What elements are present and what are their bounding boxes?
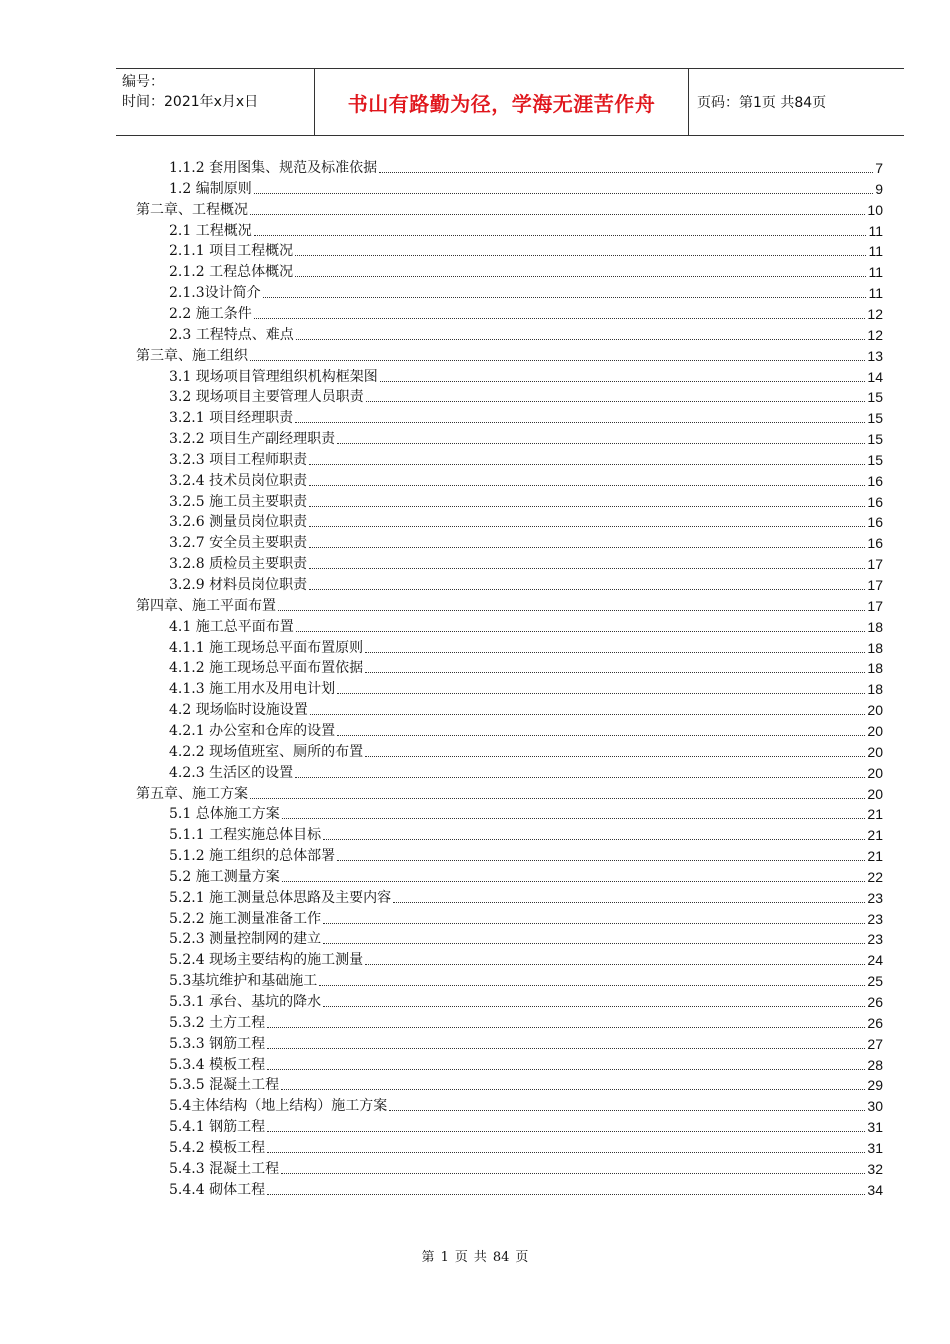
toc-entry-page: 23: [867, 910, 883, 927]
toc-entry-title: 1.2 编制原则: [169, 180, 252, 197]
toc-entry-page: 17: [867, 556, 883, 573]
toc-entry[interactable]: [169, 575, 883, 596]
toc-entry[interactable]: [169, 512, 883, 533]
toc-entry-page: 15: [867, 410, 883, 427]
toc-entry[interactable]: [169, 533, 883, 554]
toc-entry[interactable]: [169, 971, 883, 992]
toc-entry-title: 5.2.4 现场主要结构的施工测量: [169, 952, 364, 969]
toc-dot-leader: [296, 630, 866, 632]
toc-entry-page: 15: [867, 389, 883, 406]
toc-dot-leader: [323, 1005, 865, 1007]
toc-entry-page: 12: [867, 305, 883, 322]
toc-entry-title: 4.2.1 办公室和仓库的设置: [169, 722, 336, 739]
toc-entry[interactable]: [169, 679, 883, 700]
toc-dot-leader: [309, 463, 865, 465]
toc-entry[interactable]: [169, 1138, 883, 1159]
toc-dot-leader: [323, 922, 865, 924]
toc-entry-title: 3.1 现场项目管理组织机构框架图: [169, 368, 378, 385]
toc-dot-leader: [254, 192, 873, 194]
toc-entry-title: 3.2.2 项目生产副经理职责: [169, 431, 336, 448]
toc-entry-title: 1.1.2 套用图集、规范及标准依据: [169, 160, 378, 176]
toc-entry-title: 4.1 施工总平面布置: [169, 618, 294, 635]
toc-dot-leader: [295, 776, 865, 778]
toc-entry[interactable]: [169, 700, 883, 721]
toc-entry-page: 27: [867, 1035, 883, 1052]
toc-entry[interactable]: [169, 262, 883, 283]
toc-entry-page: 17: [867, 577, 883, 593]
toc-dot-leader: [337, 734, 865, 736]
toc-entry-title: 5.4.1 钢筋工程: [169, 1119, 266, 1136]
toc-entry-title: 4.2.3 生活区的设置: [169, 764, 294, 781]
toc-dot-leader: [254, 234, 867, 236]
toc-entry-page: 26: [867, 994, 883, 1010]
toc-entry[interactable]: [169, 158, 883, 179]
toc-entry[interactable]: [169, 1180, 883, 1201]
toc-entry-title: 5.3.5 混凝土工程: [169, 1077, 280, 1094]
toc-entry[interactable]: [169, 408, 883, 429]
toc-entry-page: 11: [868, 285, 883, 302]
toc-entry-title: 5.2 施工测量方案: [169, 868, 280, 885]
toc-entry[interactable]: [169, 221, 883, 242]
toc-entry-page: 16: [867, 535, 883, 552]
toc-dot-leader: [310, 713, 866, 715]
toc-entry-page: 32: [867, 1160, 883, 1177]
toc-entry[interactable]: [169, 471, 883, 492]
toc-entry-title: 第二章、工程概况: [136, 201, 248, 218]
toc-entry-title: 5.3.2 土方工程: [169, 1014, 266, 1031]
toc-entry-page: 29: [867, 1077, 883, 1094]
toc-dot-leader: [309, 505, 865, 507]
page-header: [116, 68, 904, 136]
toc-entry-page: 16: [867, 472, 883, 489]
header-motto: 书山有路勤为径，学海无涯苦作舟: [315, 69, 689, 135]
toc-dot-leader: [281, 1172, 865, 1174]
toc-entry[interactable]: [169, 617, 883, 638]
toc-entry-page: 18: [867, 681, 883, 698]
toc-dot-leader: [295, 421, 865, 423]
toc-dot-leader: [389, 1109, 865, 1111]
time-label: 时间：2021年x月x日: [122, 94, 259, 110]
toc-entry-title: 5.1.1 工程实施总体目标: [169, 827, 322, 844]
toc-entry[interactable]: [136, 784, 883, 805]
toc-dot-leader: [250, 359, 865, 361]
footer-current-page: 1: [440, 1250, 449, 1265]
toc-dot-leader: [282, 880, 866, 882]
toc-entry[interactable]: [169, 825, 883, 846]
toc-entry[interactable]: [169, 325, 883, 346]
toc-entry[interactable]: [169, 658, 883, 679]
toc-entry-title: 5.3.3 钢筋工程: [169, 1035, 266, 1052]
toc-entry-title: 5.2.3 测量控制网的建立: [169, 931, 322, 948]
toc-entry-page: 10: [867, 201, 883, 218]
toc-entry[interactable]: [169, 1117, 883, 1138]
toc-entry[interactable]: [136, 200, 883, 221]
toc-dot-leader: [337, 442, 865, 444]
toc-entry-page: 18: [867, 618, 883, 635]
toc-entry[interactable]: [169, 867, 883, 888]
toc-dot-leader: [267, 1068, 865, 1070]
toc-dot-leader: [267, 1130, 865, 1132]
toc-dot-leader: [263, 296, 867, 298]
toc-entry[interactable]: [169, 492, 883, 513]
toc-entry-page: 11: [868, 243, 883, 260]
toc-entry-title: 5.4主体结构（地上结构）施工方案: [169, 1098, 388, 1115]
toc-entry-title: 2.1.1 项目工程概况: [169, 243, 294, 260]
toc-dot-leader: [267, 1151, 865, 1153]
toc-dot-leader: [267, 1047, 865, 1049]
toc-dot-leader: [267, 1026, 865, 1028]
toc-entry-page: 16: [867, 493, 883, 510]
toc-dot-leader: [319, 984, 865, 986]
toc-entry-page: 22: [867, 868, 883, 885]
serial-label: 编号：: [122, 74, 164, 90]
toc-dot-leader: [278, 609, 865, 611]
toc-entry[interactable]: [169, 1034, 883, 1055]
toc-entry-title: 5.4.2 模板工程: [169, 1139, 266, 1156]
toc-entry-page: 15: [867, 431, 883, 448]
toc-dot-leader: [365, 963, 865, 965]
toc-dot-leader: [295, 275, 866, 277]
toc-entry-title: 5.3基坑维护和基础施工: [169, 973, 318, 990]
toc-dot-leader: [337, 692, 865, 694]
toc-dot-leader: [295, 254, 866, 256]
toc-dot-leader: [365, 651, 865, 653]
toc-entry[interactable]: [169, 1013, 883, 1034]
toc-entry-page: 14: [867, 368, 883, 385]
toc-entry-page: 20: [867, 743, 883, 760]
toc-entry[interactable]: [136, 346, 883, 367]
toc-entry-page: 9: [875, 180, 883, 197]
toc-entry-page: 12: [867, 326, 883, 343]
toc-entry[interactable]: [169, 950, 883, 971]
toc-entry-title: 5.4.4 砌体工程: [169, 1181, 266, 1198]
toc-entry[interactable]: [169, 179, 883, 200]
toc-dot-leader: [323, 838, 865, 840]
toc-entry-page: 21: [867, 806, 883, 823]
toc-entry-page: 20: [867, 722, 883, 739]
toc-entry[interactable]: [169, 367, 883, 388]
toc-entry-page: 20: [867, 785, 883, 802]
toc-entry[interactable]: [169, 909, 883, 930]
toc-entry-title: 4.2 现场临时设施设置: [169, 702, 308, 719]
toc-entry-page: 7: [875, 160, 883, 176]
toc-entry[interactable]: [169, 1075, 883, 1096]
toc-dot-leader: [323, 942, 865, 944]
toc-entry[interactable]: [169, 721, 883, 742]
toc-entry-title: 5.3.1 承台、基坑的降水: [169, 994, 322, 1010]
toc-entry[interactable]: [169, 992, 883, 1013]
toc-dot-leader: [250, 797, 865, 799]
toc-entry-title: 5.3.4 模板工程: [169, 1056, 266, 1073]
toc-dot-leader: [309, 567, 865, 569]
toc-entry[interactable]: [169, 929, 883, 950]
toc-entry-title: 第五章、施工方案: [136, 785, 248, 802]
toc-entry-title: 第三章、施工组织: [136, 347, 248, 364]
toc-entry-page: 11: [868, 222, 883, 239]
toc-dot-leader: [379, 171, 873, 173]
toc-entry-title: 3.2.9 材料员岗位职责: [169, 577, 308, 593]
toc-entry-page: 34: [867, 1181, 883, 1198]
toc-entry-title: 3.2 现场项目主要管理人员职责: [169, 389, 364, 406]
toc-entry-page: 21: [867, 827, 883, 844]
toc-dot-leader: [366, 400, 866, 402]
toc-entry[interactable]: [169, 1096, 883, 1117]
toc-dot-leader: [281, 1088, 865, 1090]
toc-entry-page: 23: [867, 889, 883, 906]
toc-entry[interactable]: [169, 283, 883, 304]
toc-dot-leader: [254, 317, 866, 319]
toc-entry-page: 26: [867, 1014, 883, 1031]
toc-entry-page: 31: [867, 1119, 883, 1136]
toc-entry-title: 4.2.2 现场值班室、厕所的布置: [169, 743, 364, 760]
toc-entry-title: 5.2.1 施工测量总体思路及主要内容: [169, 889, 392, 906]
toc-dot-leader: [309, 546, 865, 548]
toc-entry[interactable]: [169, 638, 883, 659]
toc-entry-title: 第四章、施工平面布置: [136, 597, 276, 614]
toc-entry-page: 28: [867, 1056, 883, 1073]
header-meta: [116, 69, 315, 135]
toc-entry[interactable]: [169, 304, 883, 325]
toc-entry[interactable]: [169, 763, 883, 784]
toc-dot-leader: [393, 901, 865, 903]
toc-entry-page: 23: [867, 931, 883, 948]
toc-entry-title: 2.2 施工条件: [169, 305, 252, 322]
toc-entry-title: 3.2.7 安全员主要职责: [169, 535, 308, 552]
toc-entry[interactable]: [169, 1055, 883, 1076]
toc-entry-page: 31: [867, 1139, 883, 1156]
toc-entry-title: 3.2.8 质检员主要职责: [169, 556, 308, 573]
toc-entry-page: 16: [867, 514, 883, 531]
toc-entry-title: 3.2.3 项目工程师职责: [169, 451, 308, 468]
toc-entry-title: 2.1.2 工程总体概况: [169, 264, 294, 281]
page-footer: [0, 1246, 950, 1265]
footer-page-word: 页: [454, 1250, 468, 1265]
toc-entry-page: 20: [867, 702, 883, 719]
toc-dot-leader: [365, 755, 865, 757]
toc-entry-page: 20: [867, 764, 883, 781]
toc-entry-title: 5.1 总体施工方案: [169, 806, 280, 823]
toc-entry[interactable]: [169, 1159, 883, 1180]
toc-entry[interactable]: [169, 387, 883, 408]
toc-entry-title: 3.2.5 施工员主要职责: [169, 493, 308, 510]
toc-entry[interactable]: [169, 450, 883, 471]
toc-entry-page: 18: [867, 660, 883, 677]
toc-entry-title: 5.2.2 施工测量准备工作: [169, 910, 322, 927]
toc-entry-title: 4.1.1 施工现场总平面布置原则: [169, 639, 364, 656]
toc-entry-page: 21: [867, 848, 883, 865]
toc-entry[interactable]: [169, 554, 883, 575]
toc-dot-leader: [380, 380, 866, 382]
footer-suffix: 页: [515, 1250, 529, 1265]
toc-entry[interactable]: [169, 888, 883, 909]
toc-entry[interactable]: [136, 596, 883, 617]
toc-entry-title: 3.2.6 测量员岗位职责: [169, 514, 308, 531]
toc-entry-title: 3.2.4 技术员岗位职责: [169, 472, 308, 489]
toc-dot-leader: [250, 213, 865, 215]
footer-prefix: 第: [421, 1250, 435, 1265]
toc-entry[interactable]: [169, 241, 883, 262]
toc-entry-title: 4.1.3 施工用水及用电计划: [169, 681, 336, 698]
toc-entry-page: 13: [867, 347, 883, 364]
toc-entry-page: 25: [867, 973, 883, 990]
toc-entry-page: 11: [868, 264, 883, 281]
toc-entry-title: 2.1 工程概况: [169, 222, 252, 239]
toc-dot-leader: [267, 1193, 865, 1195]
toc-entry-page: 30: [867, 1098, 883, 1115]
toc-entry-title: 2.3 工程特点、难点: [169, 326, 294, 343]
toc-dot-leader: [296, 338, 866, 340]
toc-entry[interactable]: [169, 804, 883, 825]
toc-dot-leader: [309, 588, 865, 590]
toc-entry-title: 3.2.1 项目经理职责: [169, 410, 294, 427]
toc-entry-title: 5.4.3 混凝土工程: [169, 1160, 280, 1177]
footer-total-word: 共: [473, 1250, 487, 1265]
toc-dot-leader: [309, 484, 865, 486]
toc-dot-leader: [309, 525, 865, 527]
toc-entry[interactable]: [169, 429, 883, 450]
toc-dot-leader: [365, 671, 865, 673]
header-page-info: 页码：第1页 共84页: [697, 95, 827, 111]
toc-entry-page: 24: [867, 952, 883, 969]
toc-entry-title: 4.1.2 施工现场总平面布置依据: [169, 660, 364, 677]
toc-dot-leader: [337, 859, 865, 861]
toc-entry-title: 2.1.3设计简介: [169, 285, 261, 302]
footer-total-pages: 84: [492, 1250, 510, 1265]
toc-entry[interactable]: [169, 846, 883, 867]
toc-entry-page: 17: [867, 597, 883, 614]
toc-entry-page: 15: [867, 451, 883, 468]
toc-dot-leader: [282, 817, 866, 819]
toc-entry-title: 5.1.2 施工组织的总体部署: [169, 848, 336, 865]
toc-entry-page: 18: [867, 639, 883, 656]
toc-entry[interactable]: [169, 742, 883, 763]
